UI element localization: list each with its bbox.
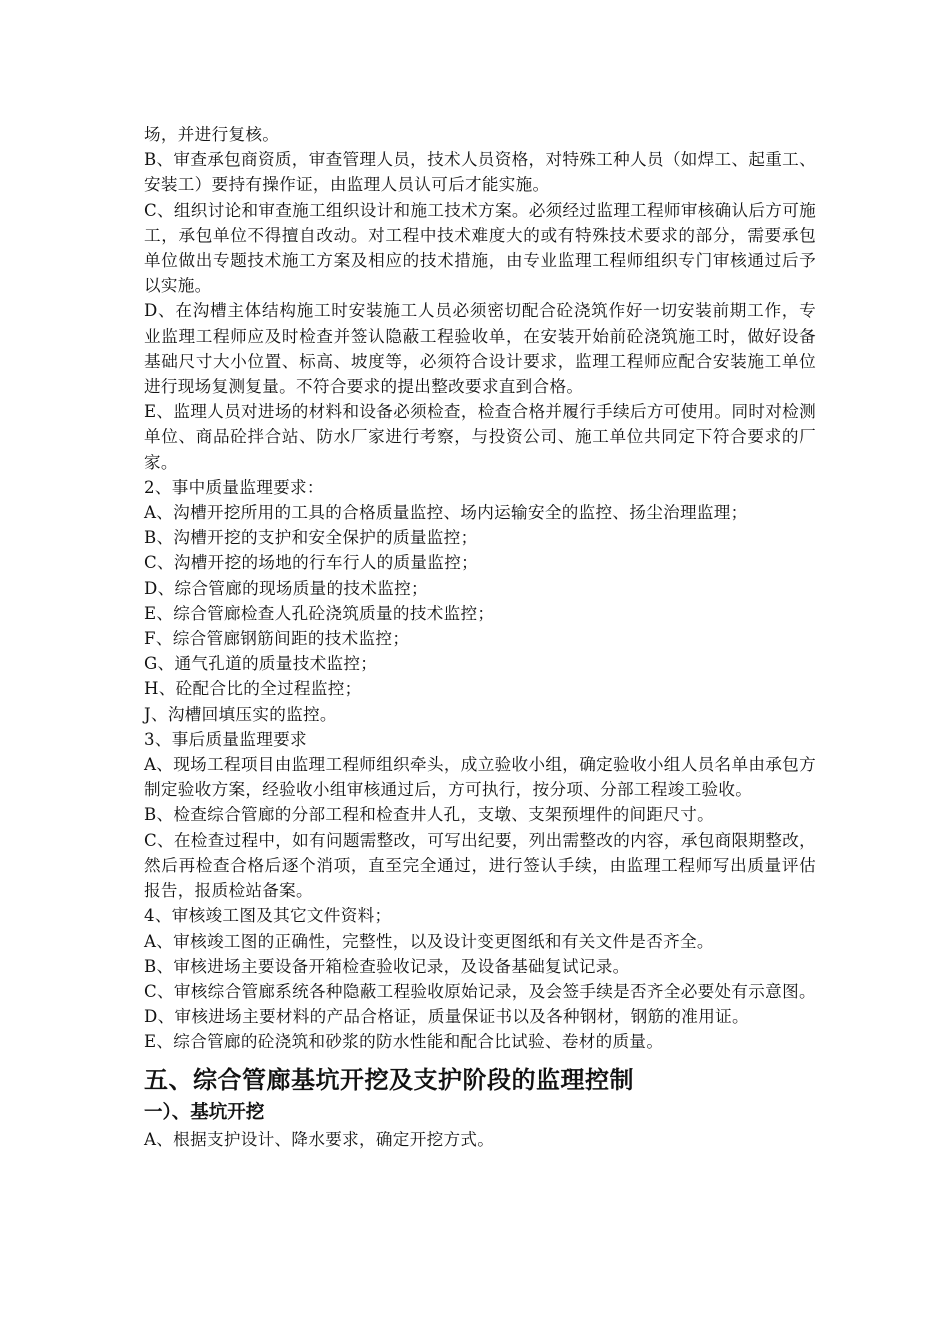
list-item: D、综合管廊的现场质量的技术监控； (144, 578, 428, 598)
list-heading-post-quality: 3、事后质量监理要求 (144, 729, 307, 749)
list-item: B、沟槽开挖的支护和安全保护的质量监控； (144, 528, 478, 548)
list-heading-in-process-quality: 2、事中质量监理要求： (144, 477, 324, 497)
list-heading-as-built-review: 4、审核竣工图及其它文件资料； (144, 906, 392, 926)
paragraph-excavation-method: A、根据支护设计、降水要求，确定开挖方式。 (144, 1129, 495, 1149)
list-item: B、审核进场主要设备开箱检查验收记录，及设备基础复试记录。 (144, 956, 630, 976)
list-item: G、通气孔道的质量技术监控； (144, 654, 378, 674)
subsection-heading: 一）、基坑开挖 (144, 1101, 265, 1123)
list-item: A、沟槽开挖所用的工具的合格质量监控、场内运输安全的监控、扬尘治理监理； (144, 503, 748, 523)
list-item: D、审核进场主要材料的产品合格证，质量保证书以及各种钢材，钢筋的准用证。 (144, 1007, 749, 1027)
list-item: C、审核综合管廊系统各种隐蔽工程验收原始记录，及会签手续是否齐全必要处有示意图。 (144, 981, 816, 1001)
list-item: C、沟槽开挖的场地的行车行人的质量监控； (144, 553, 478, 573)
document-page (144, 122, 816, 1152)
list-item: C、在检查过程中，如有问题需整改，可写出纪要，列出需整改的内容，承包商限期整改，然后再检查合格后逐个消项，直至完全通过，进行签认手续，由监理工程师写出质量评估报告，报质检站备案。 (144, 830, 816, 901)
list-item: B、检查综合管廊的分部工程和检查井人孔，支墩、支架预埋件的间距尺寸。 (144, 805, 714, 825)
paragraph-installation-coordination: D、在沟槽主体结构施工时安装施工人员必须密切配合砼浇筑作好一切安装前期工作，专业监理工程师应及时检查并签认隐蔽工程验收单，在安装开始前砼浇筑施工时，做好设备基础尺寸大小位置、标高、坡度等，必须符合设计要求，监理工程师应配合安装施工单位进行现场复测复量。不符合要求的提出整改要求直到合格。 (144, 301, 816, 397)
list-item: E、综合管廊的砼浇筑和砂浆的防水性能和配合比试验、卷材的质量。 (144, 1032, 664, 1052)
list-item: A、现场工程项目由监理工程师组织牵头，成立验收小组，确定验收小组人员名单由承包方制定验收方案，经验收小组审核通过后，方可执行，按分项、分部工程竣工验收。 (144, 755, 816, 800)
paragraph-review-continuation: 场，并进行复核。 (144, 125, 280, 144)
paragraph-material-inspection: E、监理人员对进场的材料和设备必须检查，检查合格并履行手续后方可使用。同时对检测单位、商品砼拌合站、防水厂家进行考察，与投资公司、施工单位共同定下符合要求的厂家。 (144, 402, 816, 472)
paragraph-construction-plan-review: C、组织讨论和审查施工组织设计和施工技术方案。必须经过监理工程师审核确认后方可施工，承包单位不得擅自改动。对工程中技术难度大的或有特殊技术要求的部分，需要承包单位做出专题技术施工方案及相应的技术措施，由专业监理工程师组织专门审核通过后予以实施。 (144, 200, 816, 296)
list-item: A、审核竣工图的正确性，完整性，以及设计变更图纸和有关文件是否齐全。 (144, 931, 714, 951)
section-heading: 五、综合管廊基坑开挖及支护阶段的监理控制 (144, 1065, 634, 1094)
list-item: J、沟槽回填压实的监控。 (144, 704, 337, 724)
list-item: F、综合管廊钢筋间距的技术监控； (144, 629, 410, 649)
paragraph-contractor-qualification: B、审查承包商资质，审查管理人员，技术人员资格，对特殊工种人员（如焊工、起重工、安装工）要持有操作证，由监理人员认可后才能实施。 (144, 150, 816, 195)
list-item: E、综合管廊检查人孔砼浇筑质量的技术监控； (144, 603, 495, 623)
list-item: H、砼配合比的全过程监控； (144, 679, 362, 699)
